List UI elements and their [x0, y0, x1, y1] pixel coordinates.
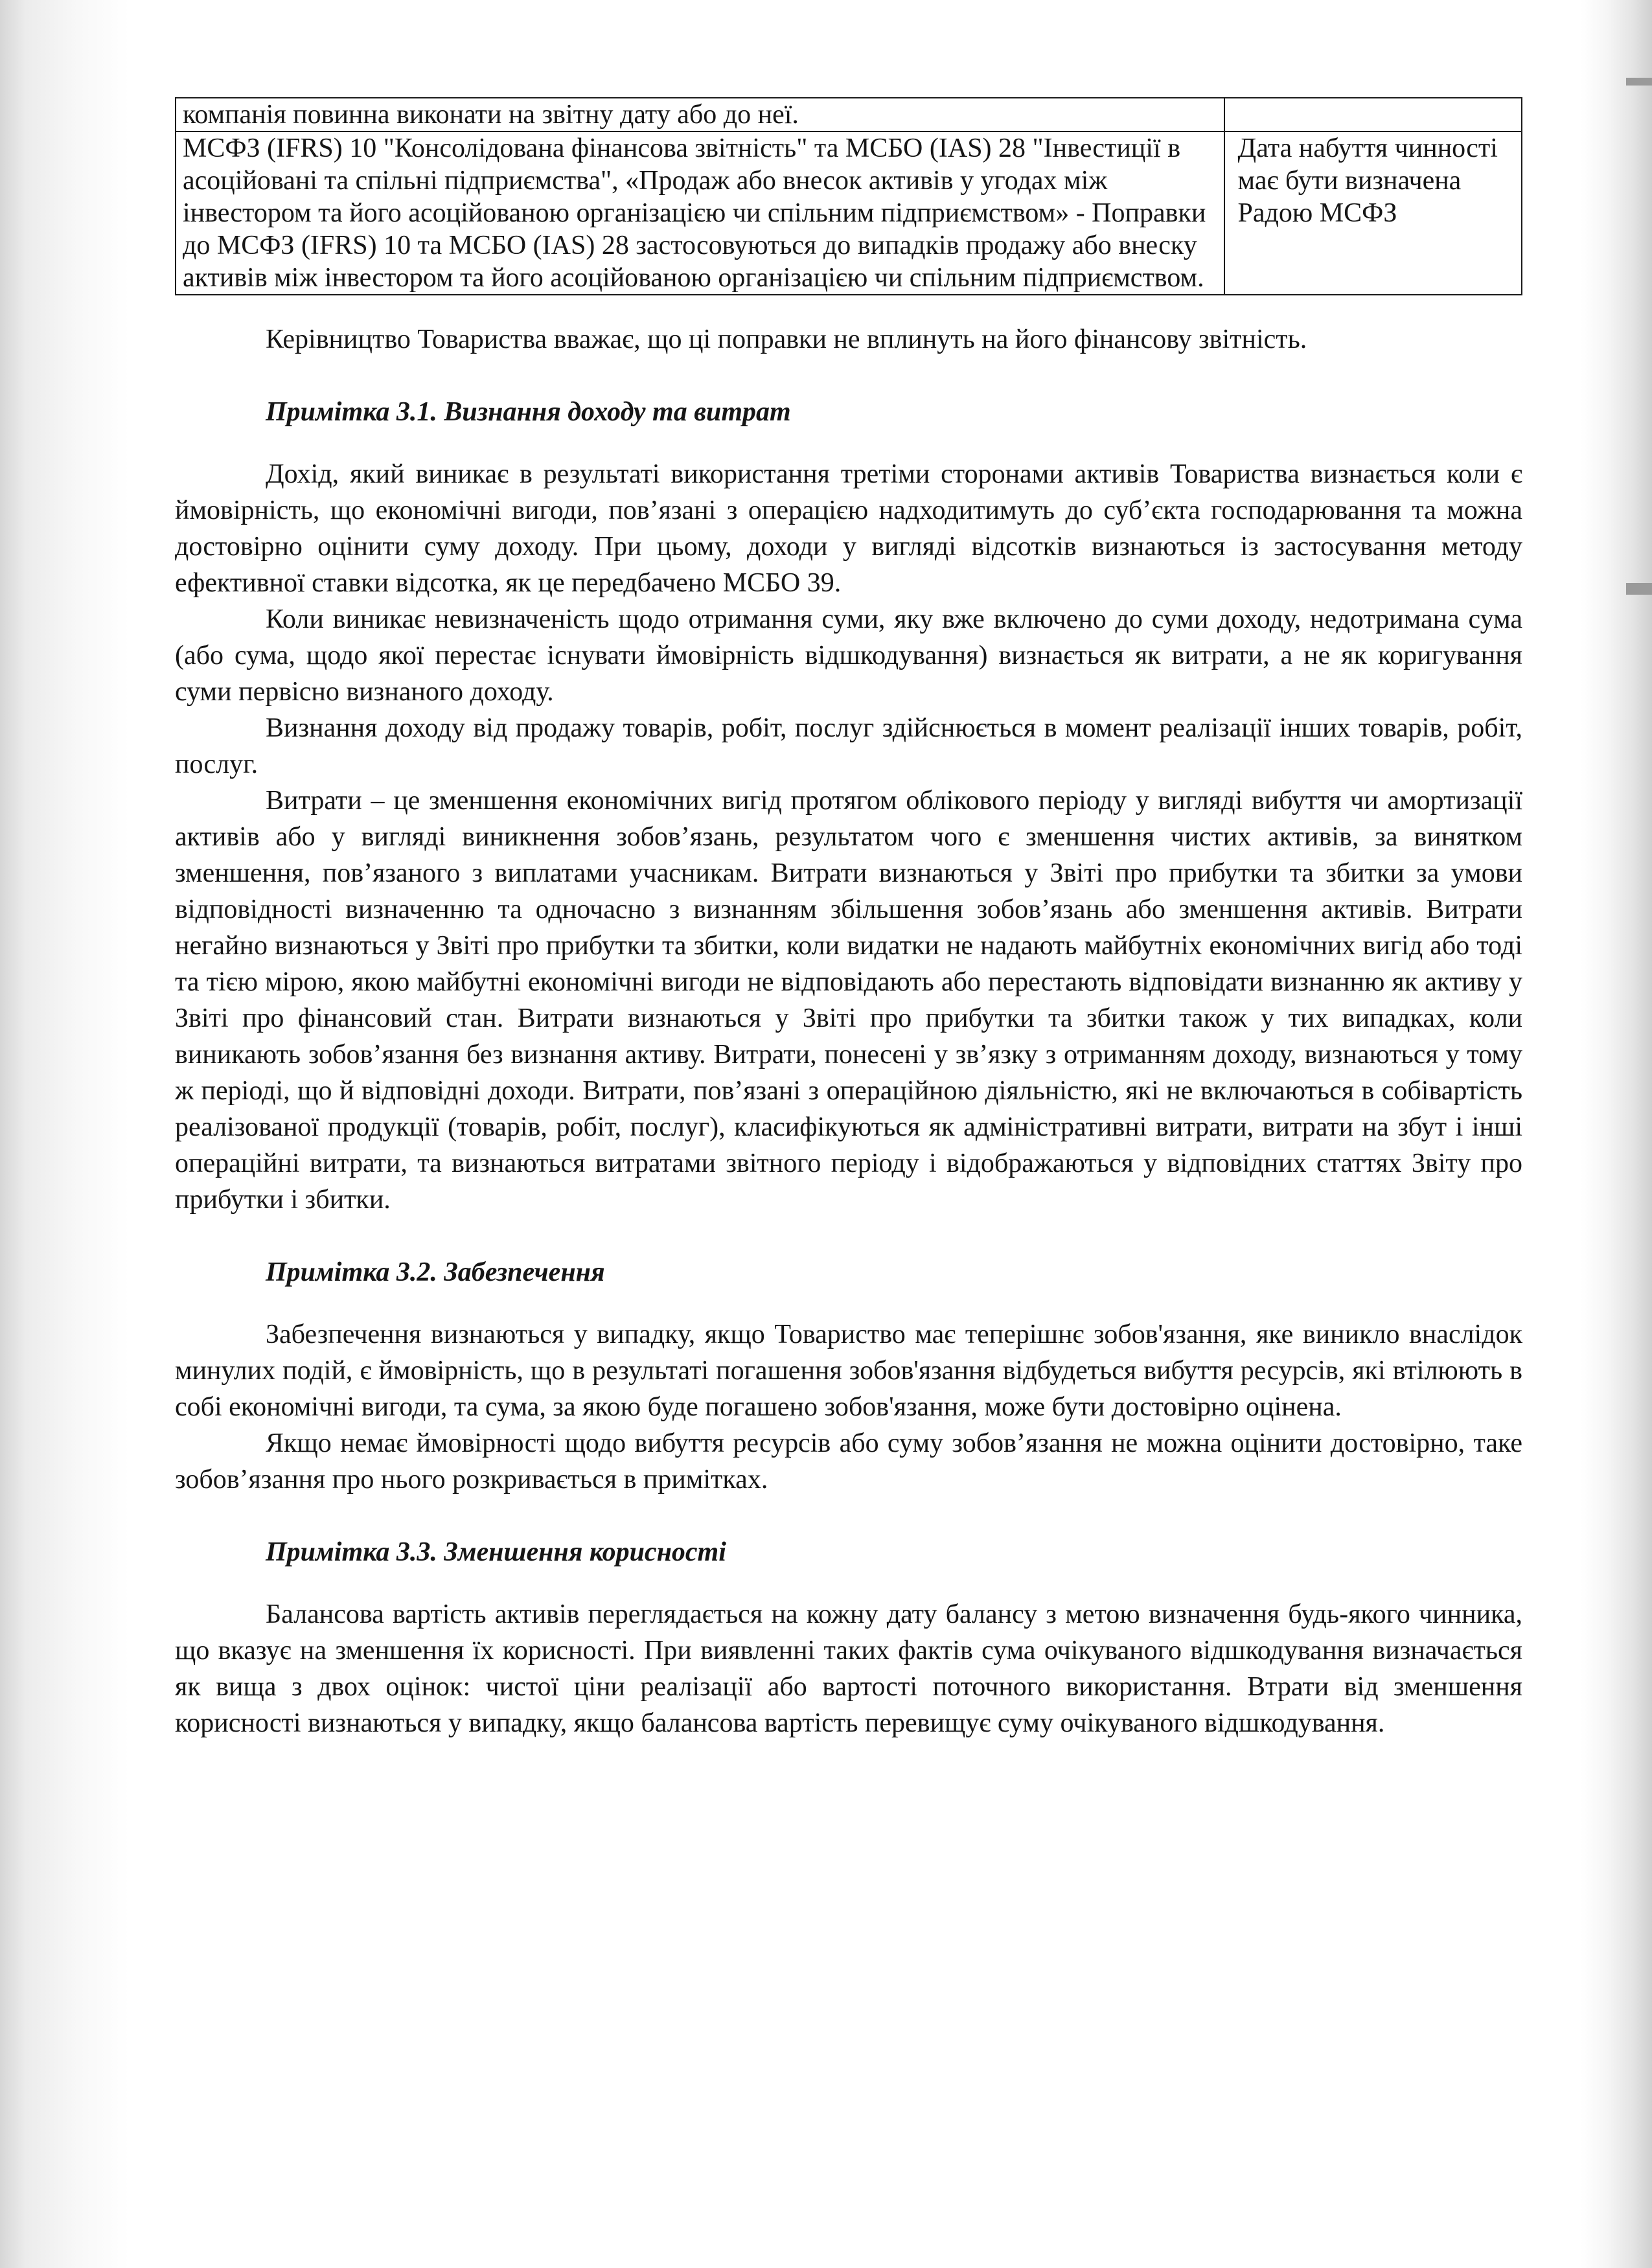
- intro-paragraph: Керівництво Товариства вважає, що ці поправки не вплинуть на його фінансову звітність.: [266, 325, 1307, 354]
- standard-cell: МСФЗ (IFRS) 10 "Консолідована фінансова звітність" та МСБО (IAS) 28 "Інвестиції в асоційовані та спільні підприємства", «Продаж або внесок активів у угодах між інвестором та його асоційованою організацією чи спільним підприємством» - Поправки до МСФЗ (IFRS) 10 та МСБО (IAS) 28 застосовуються до випадків продажу або внеску активів між інвестором та його асоційованою організацією чи спільним підприємством.: [176, 132, 1224, 295]
- standards-table: [175, 97, 1522, 295]
- scan-shadow-left: [0, 0, 130, 2268]
- paragraph: Якщо немає ймовірності щодо вибуття ресурсів або суму зобов’язання не можна оцінити достовірно, таке зобов’язання про нього розкривається в примітках.: [175, 1428, 1522, 1495]
- table-row: [176, 98, 1522, 132]
- paragraph: Дохід, який виникає в результаті використання третіми сторонами активів Товариства визнається коли є ймовірність, що економічні вигоди, пов’язані з операцією надходитимуть до суб’єкта господарювання та можна достовірно оцінити суму доходу. При цьому, доходи у вигляді відсотків визнаються із застосування методу ефективної ставки відсотка, як це передбачено МСБО 39.: [175, 459, 1522, 598]
- paragraph: Визнання доходу від продажу товарів, робіт, послуг здійснюється в момент реалізації інших товарів, робіт, послуг.: [175, 713, 1522, 779]
- document-page: [175, 97, 1522, 1741]
- paragraph: Витрати – це зменшення економічних вигід протягом облікового періоду у вигляді вибуття чи амортизації активів або у вигляді виникнення зобов’язань, результатом чого є зменшення чистих активів, за винятком зменшення, пов’язаного з виплатами учасникам. Витрати визнаються у Звіті про прибутки та збитки за умови відповідності визначенню та одночасно з визнанням збільшення зобов’язань або зменшення активів. Витрати негайно визнаються у Звіті про прибутки та збитки, коли видатки не надають майбутніх економічних вигід або тоді та тією мірою, якою майбутні економічні вигоди не відповідають або перестають відповідати визнанню як активу у Звіті про фінансовий стан. Витрати визнаються у Звіті про прибутки та збитки також у тих випадках, коли виникають зобов’язання без визнання активу. Витрати, понесені у зв’язку з отриманням доходу, визнаються у тому ж періоді, що й відповідні доходи. Витрати, пов’язані з операційною діяльністю, які не включаються в собівартість реалізованої продукції (товарів, робіт, послуг), класифікуються як адміністративні витрати, витрати на збут і інші операційні витрати, та визнаються витратами звітного періоду і відображаються у відповідних статтях Звіту про прибутки і збитки.: [175, 786, 1522, 1215]
- scan-mark: [1626, 583, 1652, 595]
- paragraph: Коли виникає невизначеність щодо отримання суми, яку вже включено до суми доходу, недотримана сума (або сума, щодо якої перестає існувати ймовірність відшкодування) визнається як витрати, а не як коригування суми первісно визнаного доходу.: [175, 604, 1522, 707]
- paragraph: Балансова вартість активів переглядається на кожну дату балансу з метою визначення будь-якого чинника, що вказує на зменшення їх корисності. При виявленні таких фактів сума очікуваного відшкодування визначається як вища з двох оцінок: чистої ціни реалізації або вартості поточного використання. Втрати від зменшення корисності визнаються у випадку, якщо балансова вартість перевищує суму очікуваного відшкодування.: [175, 1599, 1522, 1738]
- effective-date-cell: [1224, 98, 1522, 132]
- effective-date-cell: Дата набуття чинності має бути визначена Радою МСФЗ: [1224, 132, 1522, 295]
- scan-shadow-right: [1581, 0, 1652, 2268]
- table-row: [176, 132, 1522, 295]
- note-title: Примітка 3.3. Зменшення корисності: [266, 1537, 726, 1567]
- note-title: Примітка 3.2. Забезпечення: [266, 1257, 605, 1287]
- paragraph: Забезпечення визнаються у випадку, якщо Товариство має теперішнє зобов'язання, яке виникло внаслідок минулих подій, є ймовірність, що в результаті погашення зобов'язання відбудеться вибуття ресурсів, які втілюють в собі економічні вигоди, та сума, за якою буде погашено зобов'язання, може бути достовірно оцінена.: [175, 1320, 1522, 1422]
- standard-cell: компанія повинна виконати на звітну дату або до неї.: [176, 98, 1224, 132]
- scan-mark: [1626, 78, 1652, 86]
- note-title: Примітка 3.1. Визнання доходу та витрат: [266, 397, 791, 427]
